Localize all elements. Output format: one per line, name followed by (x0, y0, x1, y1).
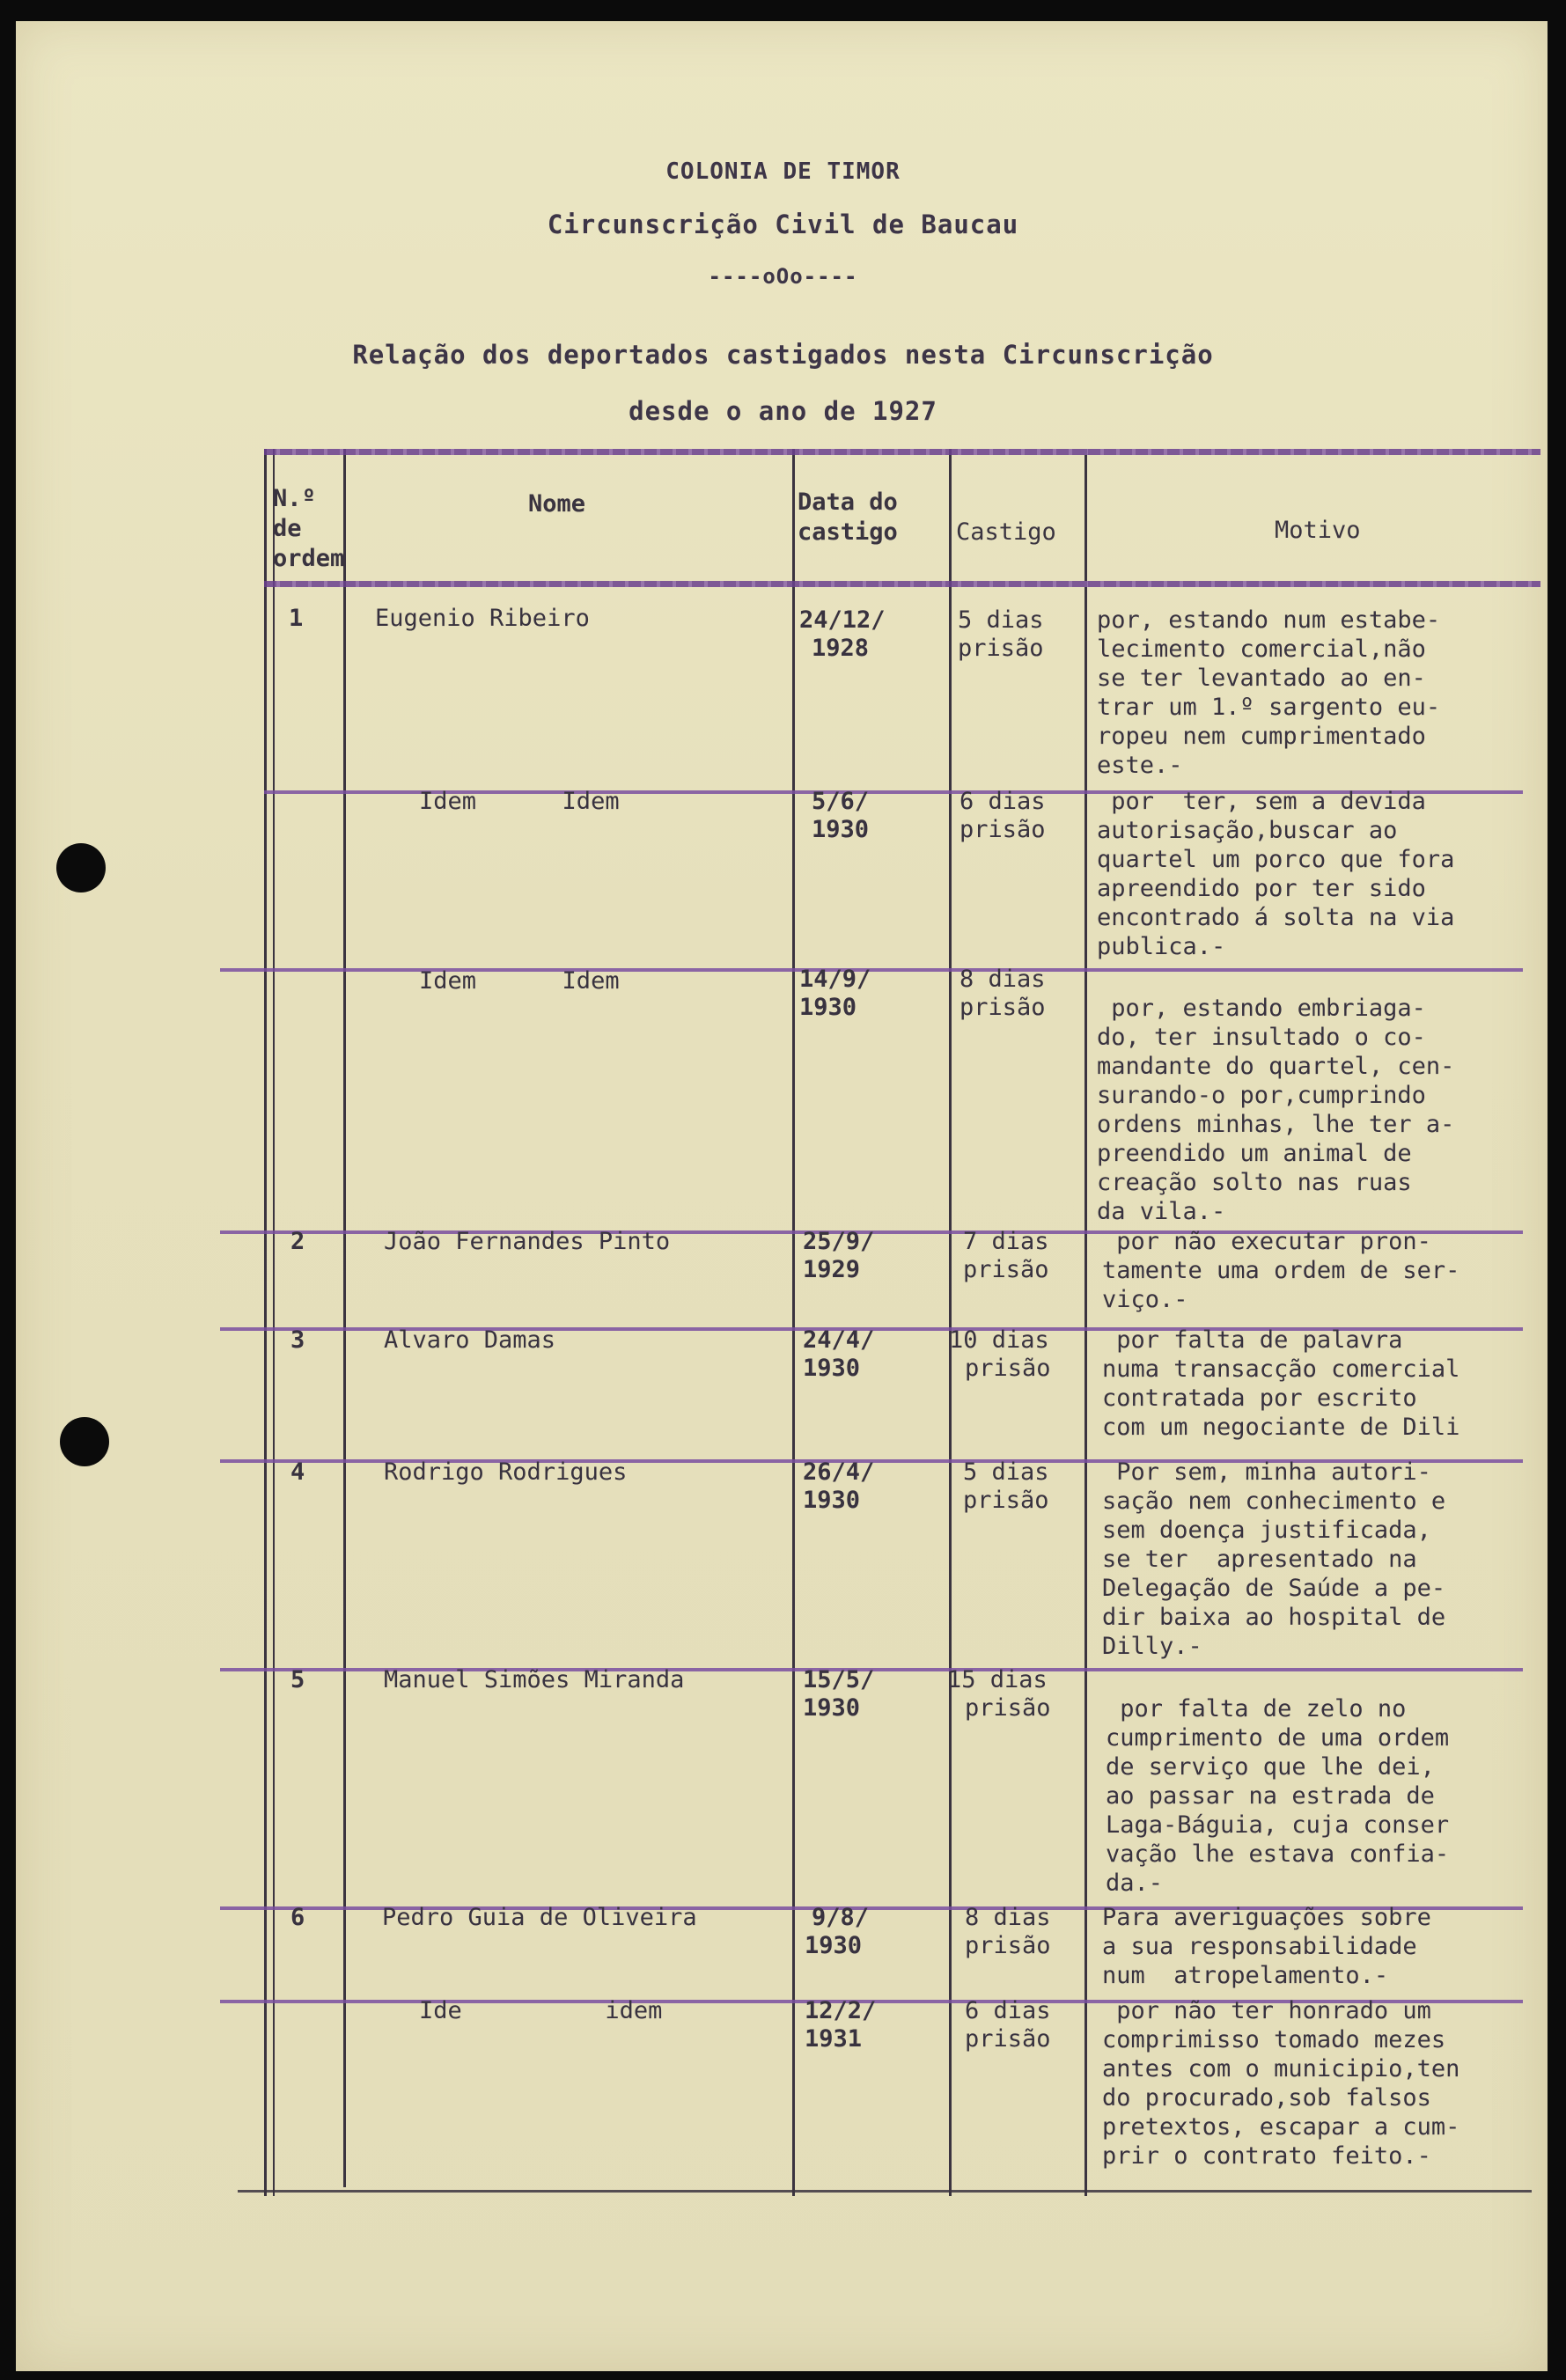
row-punishment-days: 5 dias (958, 606, 1044, 634)
header-order-3: ordem (273, 545, 345, 572)
colony-title: COLONIA DE TIMOR (665, 158, 901, 185)
row-punishment-type: prisão (965, 1694, 1051, 1722)
row-punishment-type: prisão (963, 1256, 1049, 1283)
header-bottom-rule (264, 581, 1540, 587)
header-order-1: N.º (273, 485, 316, 512)
row-number: 2 (290, 1228, 305, 1255)
separator: ----oOo---- (708, 264, 858, 289)
row-punishment-days: 6 dias (959, 788, 1046, 815)
row-punishment-type: prisão (959, 816, 1046, 843)
row-reason: por falta de palavra numa transacção comercial contratada por escrito com um negociante de Dili (1102, 1326, 1460, 1441)
row-date-year: 1931 (805, 2025, 863, 2053)
row-name: João Fernandes Pinto (384, 1228, 671, 1255)
row-punishment-days: 15 dias (947, 1666, 1048, 1693)
row-name: Ide idem (419, 1997, 663, 2024)
header-date-1: Data do (798, 488, 898, 516)
row-date-day: 26/4/ (803, 1458, 875, 1486)
row-punishment-type: prisão (965, 2025, 1051, 2053)
row-date-day: 9/8/ (812, 1904, 870, 1931)
row-date-day: 14/9/ (799, 966, 871, 993)
row-date-year: 1930 (812, 816, 870, 843)
row-date-year: 1929 (803, 1256, 861, 1283)
row-punishment-days: 7 dias (963, 1228, 1049, 1255)
row-name: Manuel Simões Miranda (384, 1666, 685, 1693)
row-punishment-days: 10 dias (949, 1326, 1049, 1354)
row-date-year: 1930 (803, 1694, 861, 1722)
row-reason: por falta de zelo no cumprimento de uma ordem de serviço que lhe dei, ao passar na estrada de Laga-Báguia, cuja conser vação lhe estava confia- da.- (1106, 1695, 1450, 1897)
row-reason: por não executar pron- tamente uma ordem de ser- viço.- (1102, 1228, 1460, 1313)
row-punishment-days: 8 dias (959, 966, 1046, 993)
header-order-2: de (273, 515, 302, 542)
column-rule (264, 449, 267, 2196)
row-punishment-days: 6 dias (965, 1997, 1051, 2024)
row-number: 4 (290, 1458, 305, 1486)
row-name: Rodrigo Rodrigues (384, 1458, 628, 1486)
column-rule (949, 449, 952, 2196)
row-date-day: 25/9/ (803, 1228, 875, 1255)
row-name: Idem Idem (419, 788, 620, 815)
row-reason: por, estando embriaga- do, ter insultado o co- mandante do quartel, cen- surando-o por,cumprindo ordens minhas, lhe ter a- preendido um animal de creação solto nas ruas da vila.- (1097, 995, 1455, 1225)
header-date-2: castigo (798, 518, 898, 546)
row-date-year: 1930 (803, 1355, 861, 1382)
row-date-year: 1928 (812, 635, 870, 662)
header-punishment: Castigo (956, 518, 1056, 546)
row-name: Eugenio Ribeiro (375, 605, 590, 632)
row-reason: por ter, sem a devida autorisação,buscar ao quartel um porco que fora apreendido por ter sido encontrado á solta na via publica.- (1097, 788, 1455, 960)
row-date-day: 5/6/ (812, 788, 870, 815)
row-date-day: 12/2/ (805, 1997, 877, 2024)
column-rule (273, 449, 275, 2196)
row-name: Alvaro Damas (384, 1326, 556, 1354)
row-date-year: 1930 (803, 1487, 861, 1514)
punch-hole-bottom (60, 1417, 109, 1466)
row-date-day: 24/12/ (799, 606, 886, 634)
row-punishment-type: prisão (959, 994, 1046, 1021)
row-number: 6 (290, 1904, 305, 1931)
column-rule (1084, 449, 1087, 2196)
row-number: 3 (290, 1326, 305, 1354)
row-punishment-days: 5 dias (963, 1458, 1049, 1486)
header-name: Nome (528, 490, 586, 518)
document-title: Relação dos deportados castigados nesta Circunscrição (352, 340, 1214, 370)
row-date-day: 24/4/ (803, 1326, 875, 1354)
table-bottom-rule (238, 2190, 1532, 2193)
header-reason: Motivo (1275, 517, 1361, 544)
punch-hole-top (56, 843, 106, 892)
row-punishment-type: prisão (965, 1355, 1051, 1382)
row-name: Idem Idem (419, 967, 620, 995)
row-number: 1 (289, 605, 304, 632)
document-subtitle: desde o ano de 1927 (629, 396, 937, 426)
district-title: Circunscrição Civil de Baucau (547, 209, 1019, 239)
row-date-year: 1930 (805, 1932, 863, 1959)
row-number: 5 (290, 1666, 305, 1693)
row-punishment-type: prisão (963, 1487, 1049, 1514)
punishment-table (264, 449, 1540, 2196)
row-name: Pedro Guia de Oliveira (382, 1904, 697, 1931)
row-date-day: 15/5/ (803, 1666, 875, 1693)
row-punishment-days: 8 dias (965, 1904, 1051, 1931)
row-punishment-type: prisão (965, 1932, 1051, 1959)
row-reason: por, estando num estabe- lecimento comercial,não se ter levantado ao en- trar um 1.º sargento eu- ropeu nem cumprimentado este.- (1097, 606, 1441, 779)
row-date-year: 1930 (799, 994, 857, 1021)
row-reason: por não ter honrado um comprimisso tomado mezes antes com o municipio,ten do procurado,sob falsos pretextos, escapar a cum- prir o contrato feito.- (1102, 1997, 1460, 2170)
row-punishment-type: prisão (958, 635, 1044, 662)
column-rule (343, 449, 346, 2187)
row-reason: Para averiguações sobre a sua responsabilidade num atropelamento.- (1102, 1904, 1431, 1989)
table-top-rule (264, 449, 1540, 455)
column-rule (792, 449, 795, 2196)
row-reason: Por sem, minha autori- sação nem conhecimento e sem doença justificada, se ter apresentado na Delegação de Saúde a pe- dir baixa ao hospital de Dilly.- (1102, 1458, 1446, 1660)
